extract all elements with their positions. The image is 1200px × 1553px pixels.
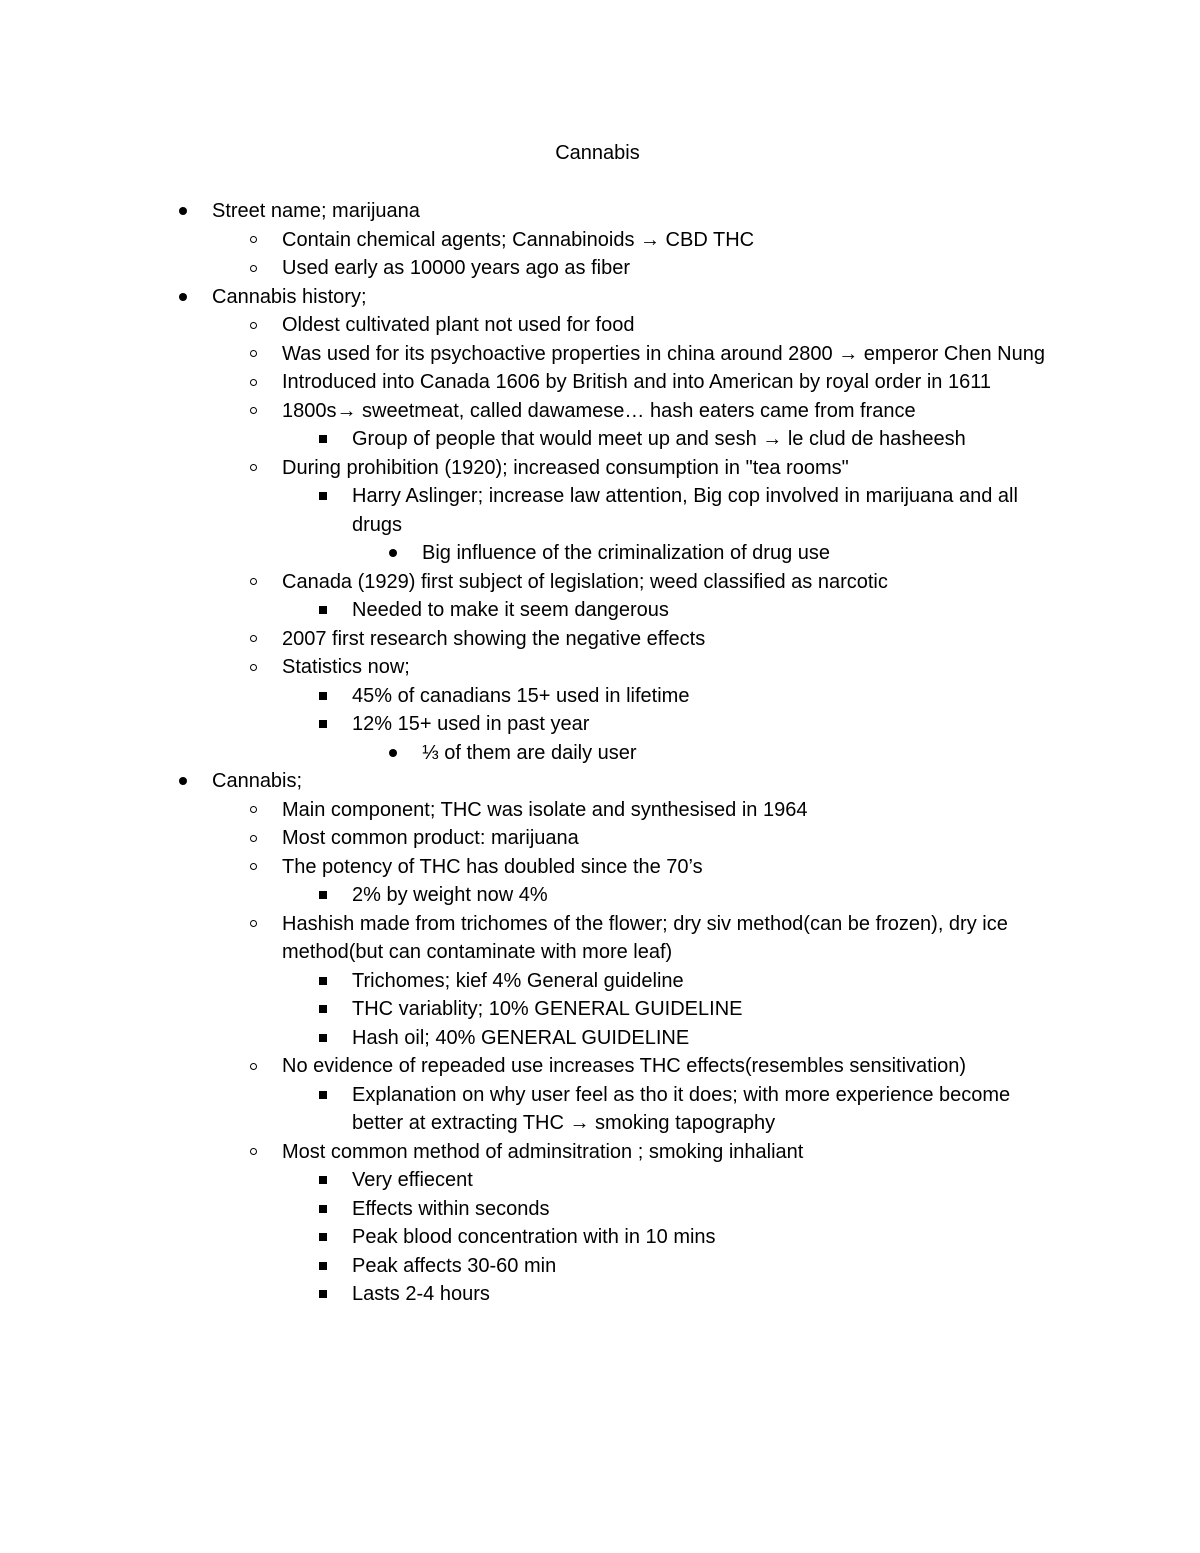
list-item [0,739,1200,768]
filled-square-bullet-icon [316,425,330,454]
list-item [0,910,1200,967]
filled-circle-bullet-icon [176,197,190,226]
list-item [0,311,1200,340]
hollow-circle-bullet-icon [246,653,260,682]
list-item-text: 12% 15+ used in past year [352,713,590,735]
page-title: Cannabis [555,142,640,164]
list-item-text: 1800s→ sweetmeat, called dawamese… hash eaters came from france [282,399,916,422]
hollow-circle-bullet-icon [246,454,260,483]
list-item [0,767,1200,796]
filled-square-bullet-icon [316,482,330,511]
list-item-text: Trichomes; kief 4% General guideline [352,969,684,992]
list-item-text: Hash oil; 40% GENERAL GUIDELINE [352,1026,690,1049]
hollow-circle-bullet-icon [246,824,260,853]
hollow-circle-bullet-icon [246,397,260,426]
list-item-text: Most common method of adminsitration ; smoking inhaliant [282,1140,804,1163]
list-item-text: Effects within seconds [352,1197,550,1220]
filled-square-bullet-icon [316,1252,330,1281]
list-item [0,368,1200,397]
list-item [0,1166,1200,1195]
list-item [0,425,1200,454]
list-item-text: Explanation on why user feel as tho it does; with more experience become better at extracting THC → smoking tapography [352,1083,1011,1134]
list-item [0,596,1200,625]
hollow-circle-bullet-icon [246,1138,260,1167]
list-item [0,1138,1200,1167]
list-item-text: Street name; marijuana [212,200,420,222]
list-item [0,625,1200,654]
list-item [0,539,1200,568]
list-item-text: Hashish made from trichomes of the flower; dry siv method(can be frozen), dry ice method(but can contaminate with more leaf) [282,912,1008,963]
list-item-text: Canada (1929) first subject of legislation; weed classified as narcotic [282,570,888,593]
list-item-text: Most common product: marijuana [282,827,579,849]
list-item [0,796,1200,825]
hollow-circle-bullet-icon [246,311,260,340]
list-item-text: Contain chemical agents; Cannabinoids → CBD THC [282,228,755,251]
list-item [0,397,1200,426]
list-item-text: The potency of THC has doubled since the 70’s [282,855,703,878]
list-item-text: 45% of canadians 15+ used in lifetime [352,684,690,707]
list-item-text: 2007 first research showing the negative effects [282,627,706,650]
list-item-text: Used early as 10000 years ago as fiber [282,257,630,279]
list-item [0,482,1200,539]
list-item [0,710,1200,739]
list-item-text: Lasts 2-4 hours [352,1283,490,1305]
list-item [0,1052,1200,1081]
list-item [0,1024,1200,1053]
list-item [0,340,1200,369]
list-item [0,454,1200,483]
list-item [0,568,1200,597]
filled-square-bullet-icon [316,710,330,739]
list-item [0,1280,1200,1309]
list-item-text: Very effiecent [352,1169,473,1191]
list-item [0,653,1200,682]
list-item [0,226,1200,255]
list-item-text: 2% by weight now 4% [352,884,548,906]
hollow-circle-bullet-icon [246,254,260,283]
list-item-text: THC variablity; 10% GENERAL GUIDELINE [352,998,743,1020]
list-item-text: Big influence of the criminalization of drug use [422,542,831,564]
list-item [0,254,1200,283]
list-item [0,283,1200,312]
filled-square-bullet-icon [316,682,330,711]
list-item [0,682,1200,711]
list-item-text: Cannabis history; [212,285,367,308]
list-item [0,1223,1200,1252]
list-item-text: ⅓ of them are daily user [422,741,637,764]
list-item-text: Oldest cultivated plant not used for food [282,314,635,336]
hollow-circle-bullet-icon [246,910,260,939]
filled-square-bullet-icon [316,881,330,910]
filled-square-bullet-icon [316,1081,330,1110]
filled-square-bullet-icon [316,1195,330,1224]
filled-square-bullet-icon [316,967,330,996]
list-item [0,1081,1200,1138]
list-item [0,1195,1200,1224]
list-item-text: Was used for its psychoactive properties in china around 2800 → emperor Chen Nung [282,342,1045,365]
list-item-text: During prohibition (1920); increased consumption in "tea rooms" [282,456,849,479]
list-item-text: Harry Aslinger; increase law attention, Big cop involved in marijuana and all drugs [352,485,1018,536]
list-item [0,197,1200,226]
filled-square-bullet-icon [316,1166,330,1195]
list-item-text: Introduced into Canada 1606 by British and into American by royal order in 1611 [282,371,991,393]
list-item-text: Group of people that would meet up and sesh → le clud de hasheesh [352,428,966,450]
bullet-outline [0,197,1200,1309]
list-item-text: Peak blood concentration with in 10 mins [352,1226,716,1248]
filled-square-bullet-icon [316,1280,330,1309]
list-item [0,824,1200,853]
hollow-circle-bullet-icon [246,1052,260,1081]
filled-square-bullet-icon [316,1024,330,1053]
hollow-circle-bullet-icon [246,340,260,369]
list-item [0,881,1200,910]
hollow-circle-bullet-icon [246,853,260,882]
filled-square-bullet-icon [316,1223,330,1252]
list-item-text: Needed to make it seem dangerous [352,599,669,621]
hollow-circle-bullet-icon [246,226,260,255]
list-item-text: Main component; THC was isolate and synthesised in 1964 [282,798,808,821]
hollow-circle-bullet-icon [246,368,260,397]
filled-circle-bullet-icon [386,739,400,768]
list-item [0,995,1200,1024]
list-item [0,853,1200,882]
list-item [0,1252,1200,1281]
filled-square-bullet-icon [316,596,330,625]
filled-circle-bullet-icon [176,767,190,796]
filled-circle-bullet-icon [176,283,190,312]
filled-square-bullet-icon [316,995,330,1024]
list-item-text: No evidence of repeaded use increases THC effects(resembles sensitivation) [282,1055,967,1077]
list-item-text: Statistics now; [282,656,410,678]
hollow-circle-bullet-icon [246,568,260,597]
list-item-text: Cannabis; [212,770,303,792]
list-item-text: Peak affects 30-60 min [352,1254,557,1277]
list-item [0,967,1200,996]
hollow-circle-bullet-icon [246,625,260,654]
hollow-circle-bullet-icon [246,796,260,825]
filled-circle-bullet-icon [386,539,400,568]
